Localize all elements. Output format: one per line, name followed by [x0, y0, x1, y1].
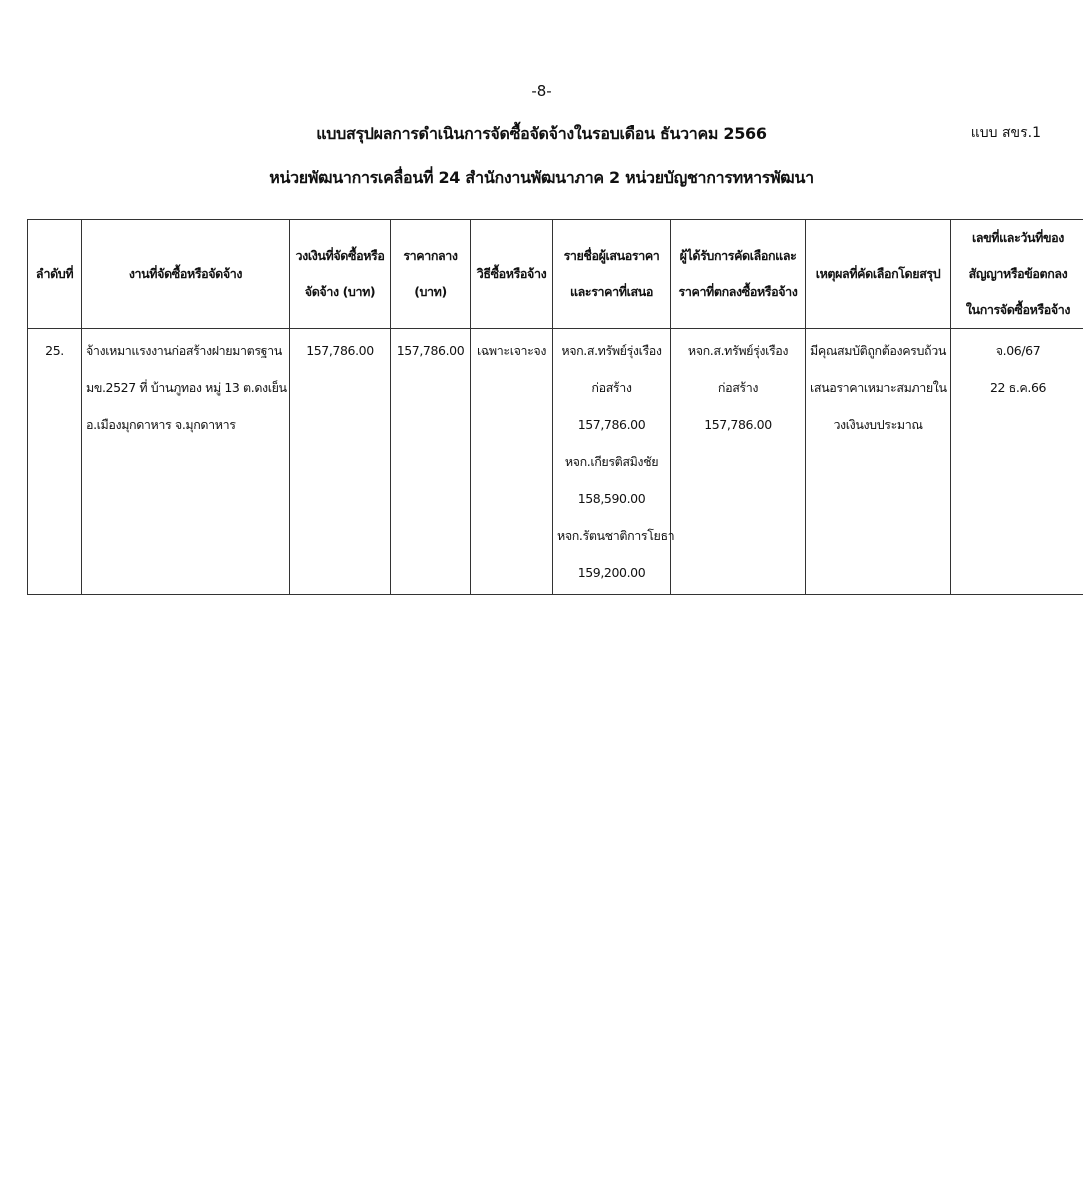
header-text: วงเงินที่จัดซื้อหรือ [295, 248, 385, 263]
cell-line: 22 ธ.ค.66 [989, 380, 1047, 395]
header-text: รายชื่อผู้เสนอราคา [563, 248, 660, 263]
header-text: เหตุผลที่คัดเลือกโดยสรุป [815, 266, 941, 281]
cell-line: มข.2527 ที่ บ้านภูทอง หมู่ 13 ต.ดงเย็น [86, 380, 287, 395]
page-number: -8- [531, 82, 552, 100]
cell-work [82, 329, 290, 595]
header-seq [28, 220, 82, 329]
header-bidders [553, 220, 671, 329]
cell-line: ก่อสร้าง [717, 380, 759, 395]
cell-budget: 157,786.00 [290, 329, 391, 595]
cell-line: 157,786.00 [704, 417, 772, 432]
cell-line: จ้างเหมาแรงงานก่อสร้างฝายมาตรฐาน [86, 343, 282, 358]
header-text: เลขที่และวันที่ของ [972, 230, 1064, 245]
cell-line: เสนอราคาเหมาะสมภายใน [810, 380, 947, 395]
cell-reason [806, 329, 951, 595]
header-text: งานที่จัดซื้อหรือจัดจ้าง [128, 266, 243, 281]
header-method [471, 220, 553, 329]
cell-method: เฉพาะเจาะจง [471, 329, 553, 595]
cell-line: ก่อสร้าง [591, 380, 632, 395]
cell-line: หจก.ส.ทรัพย์รุ่งเรือง [561, 343, 662, 358]
cell-line: อ.เมืองมุกดาหาร จ.มุกดาหาร [86, 417, 236, 432]
table-header-row [28, 220, 1083, 329]
procurement-summary-table [27, 219, 1083, 595]
header-budget [290, 220, 391, 329]
cell-bidders [553, 329, 675, 595]
cell-line: 159,200.00 [577, 565, 646, 580]
header-reason [806, 220, 951, 329]
header-text: ราคาที่ตกลงซื้อหรือจ้าง [678, 284, 798, 299]
header-text: สัญญาหรือข้อตกลง [968, 266, 1068, 281]
header-text: และราคาที่เสนอ [570, 284, 653, 299]
header-work [82, 220, 290, 329]
header-text: ลำดับที่ [35, 266, 74, 281]
cell-line: 158,590.00 [577, 491, 646, 506]
header-winner [671, 220, 806, 329]
document-title: แบบสรุปผลการดำเนินการจัดซื้อจัดจ้างในรอบเดือน ธันวาคม 2566 [316, 124, 767, 143]
cell-line: หจก.เกียรติสมิงชัย [564, 454, 659, 469]
header-text: (บาท) [414, 284, 447, 299]
header-text: วิธีซื้อหรือจ้าง [476, 266, 547, 281]
header-text: ในการจัดซื้อหรือจ้าง [965, 302, 1071, 317]
header-median-price [391, 220, 471, 329]
cell-line: 157,786.00 [577, 417, 646, 432]
cell-line: หจก.ส.ทรัพย์รุ่งเรือง [687, 343, 789, 358]
form-code: แบบ สขร.1 [970, 125, 1041, 141]
cell-line: หจก.รัตนชาติการโยธา [557, 528, 675, 543]
cell-line: วงเงินงบประมาณ [833, 417, 923, 432]
cell-line: จ.06/67 [995, 343, 1041, 358]
cell-seq: 25. [28, 329, 82, 595]
cell-line: มีคุณสมบัติถูกต้องครบถ้วน [810, 343, 946, 358]
document-subtitle: หน่วยพัฒนาการเคลื่อนที่ 24 สำนักงานพัฒนาภาค 2 หน่วยบัญชาการทหารพัฒนา [269, 168, 814, 187]
header-contract [951, 220, 1083, 329]
cell-winner [671, 329, 806, 595]
header-text: ราคากลาง [403, 248, 458, 263]
header-text: จัดจ้าง (บาท) [304, 284, 376, 299]
header-text: ผู้ได้รับการคัดเลือกและ [679, 248, 797, 263]
cell-median-price: 157,786.00 [391, 329, 471, 595]
cell-contract [951, 329, 1083, 595]
table-row [28, 329, 1083, 595]
